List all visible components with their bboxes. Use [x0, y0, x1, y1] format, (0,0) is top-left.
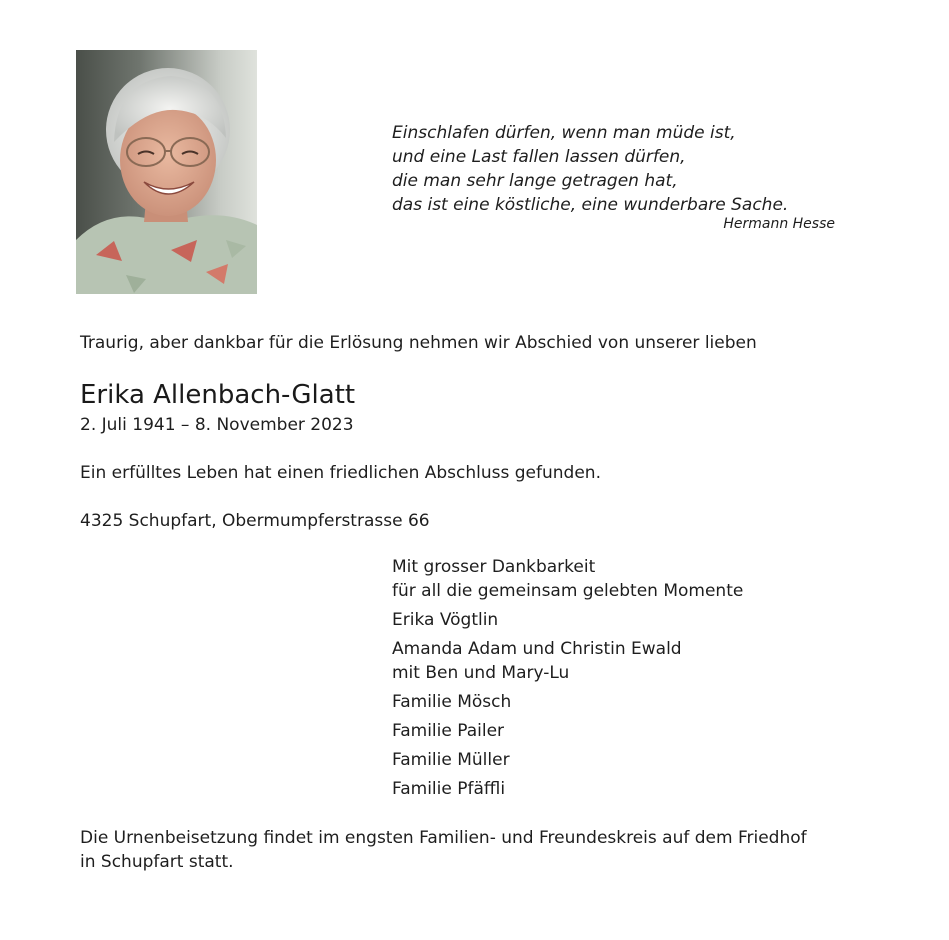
intro-text: Traurig, aber dankbar für die Erlösung nehmen wir Abschied von unserer lieben	[80, 333, 757, 353]
mourners-list	[392, 555, 743, 806]
mourner-line: für all die gemeinsam gelebten Momente	[392, 581, 744, 601]
portrait-photo	[76, 50, 257, 294]
mourner-address: 4325 Schupfart, Obermumpferstrasse 66	[80, 511, 430, 531]
poem-line: das ist eine köstliche, eine wunderbare Sache.	[392, 195, 789, 215]
mourner-entry	[392, 777, 743, 801]
mourner-entry	[392, 719, 743, 743]
mourner-entry	[392, 555, 743, 603]
poem-author: Hermann Hesse	[723, 216, 835, 232]
mourner-line: Familie Pfäffli	[392, 779, 506, 799]
portrait-image	[76, 50, 257, 294]
mourner-line: Familie Pailer	[392, 721, 505, 741]
poem-line: und eine Last fallen lassen dürfen,	[392, 147, 686, 167]
closing-line: Die Urnenbeisetzung findet im engsten Familien- und Freundeskreis auf dem Friedhof	[80, 828, 807, 848]
poem-line: Einschlafen dürfen, wenn man müde ist,	[392, 123, 736, 143]
mourner-entry	[392, 690, 743, 714]
mourner-line: Erika Vögtlin	[392, 610, 499, 630]
statement-text: Ein erfülltes Leben hat einen friedlichen Abschluss gefunden.	[80, 463, 601, 483]
mourner-entry	[392, 637, 743, 685]
mourner-line: Mit grosser Dankbarkeit	[392, 557, 596, 577]
deceased-name: Erika Allenbach-Glatt	[80, 380, 356, 410]
mourner-entry	[392, 748, 743, 772]
closing-line: in Schupfart statt.	[80, 852, 234, 872]
mourner-entry	[392, 608, 743, 632]
mourner-line: mit Ben und Mary-Lu	[392, 663, 570, 683]
poem-quote	[392, 121, 837, 233]
funeral-notice	[80, 826, 900, 874]
mourner-line: Familie Müller	[392, 750, 510, 770]
mourner-line: Amanda Adam und Christin Ewald	[392, 639, 682, 659]
mourner-line: Familie Mösch	[392, 692, 512, 712]
poem-line: die man sehr lange getragen hat,	[392, 171, 678, 191]
deceased-dates: 2. Juli 1941 – 8. November 2023	[80, 415, 354, 435]
